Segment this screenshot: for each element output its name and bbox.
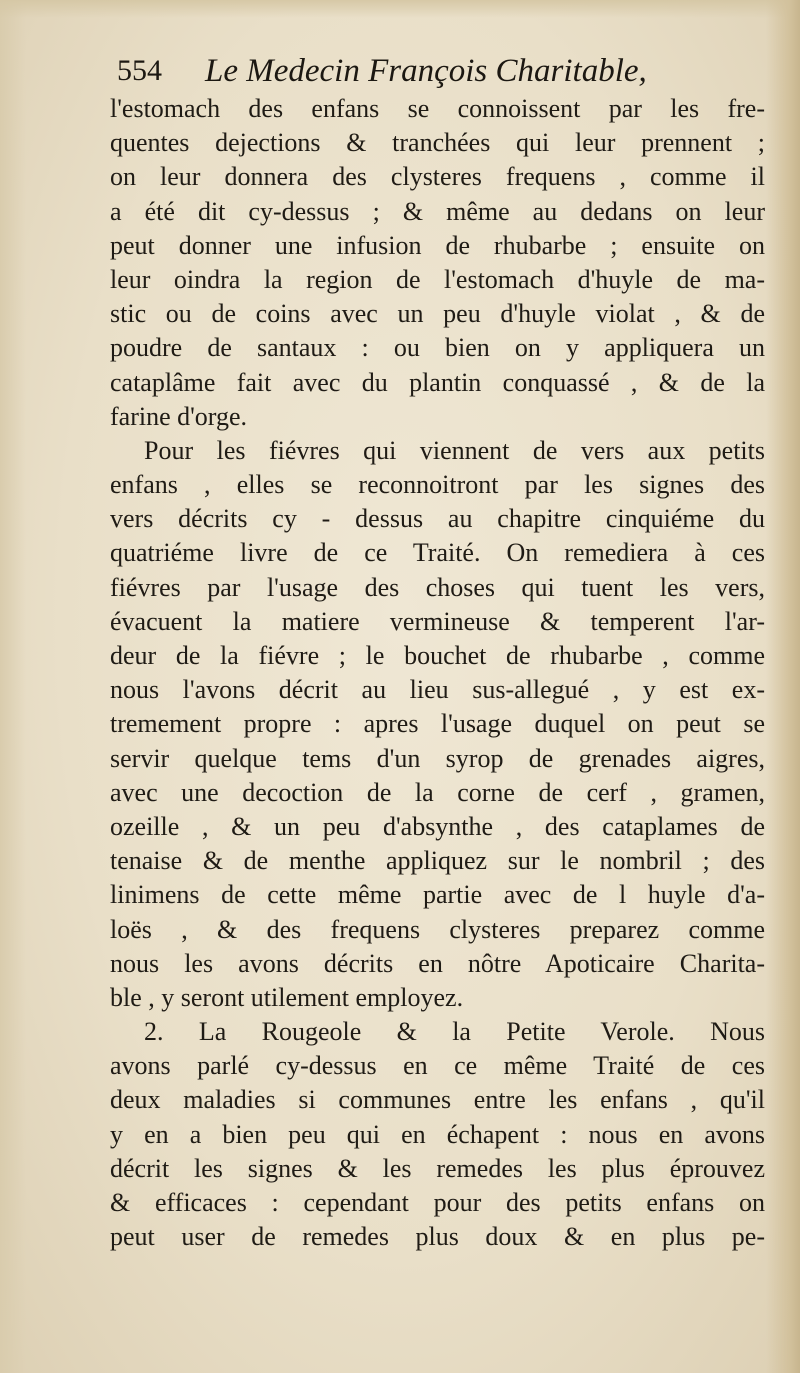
- text-line: tenaise & de menthe appliquez sur le nombril ; des: [110, 846, 765, 876]
- paragraph-start: Pour les fiévres qui viennent de vers aux petits: [144, 435, 765, 465]
- text-line: servir quelque tems d'un syrop de grenades aigres,: [110, 743, 765, 773]
- text-line: évacuent la matiere vermineuse & temperent l'ar-: [110, 606, 765, 636]
- page-right-edge: [766, 0, 800, 1373]
- running-title: Le Medecin François Charitable,: [205, 53, 647, 89]
- text-line: a été dit cy-dessus ; & même au dedans on leur: [110, 196, 765, 226]
- text-line: quentes dejections & tranchées qui leur prennent ;: [110, 128, 765, 158]
- page-body-text: [110, 92, 765, 1254]
- page-header: [117, 48, 717, 94]
- text-line: cataplâme fait avec du plantin conquassé , & de la: [110, 367, 765, 397]
- text-line: nous les avons décrits en nôtre Apoticaire Charita-: [110, 948, 765, 978]
- text-line: deux maladies si communes entre les enfans , qu'il: [110, 1085, 765, 1115]
- text-line: avons parlé cy-dessus en ce même Traité de ces: [110, 1051, 765, 1081]
- text-line: quatriéme livre de ce Traité. On remediera à ces: [110, 538, 765, 568]
- text-line: nous l'avons décrit au lieu sus-allegué , y est ex-: [110, 675, 765, 705]
- text-line: vers décrits cy - dessus au chapitre cinquiéme du: [110, 504, 765, 534]
- page-number: 554: [117, 54, 162, 87]
- text-line: peut user de remedes plus doux & en plus pe-: [110, 1222, 765, 1252]
- text-line: & efficaces : cependant pour des petits enfans on: [110, 1188, 765, 1217]
- text-line: fiévres par l'usage des choses qui tuent les vers,: [110, 572, 765, 602]
- text-line: ozeille , & un peu d'absynthe , des cataplames de: [110, 811, 765, 841]
- text-line: deur de la fiévre ; le bouchet de rhubarbe , comme: [110, 641, 765, 670]
- text-line: stic ou de coins avec un peu d'huyle violat , & de: [110, 299, 765, 329]
- section-heading-line: 2. La Rougeole & la Petite Verole. Nous: [144, 1017, 765, 1047]
- text-line: tremement propre : apres l'usage duquel on peut se: [110, 709, 765, 739]
- text-line: loës , & des frequens clysteres preparez comme: [110, 914, 765, 944]
- text-line: décrit les signes & les remedes les plus éprouvez: [110, 1153, 765, 1183]
- text-line: peut donner une infusion de rhubarbe ; ensuite on: [110, 230, 765, 260]
- text-line: enfans , elles se reconnoitront par les signes des: [110, 470, 765, 500]
- text-line: avec une decoction de la corne de cerf , gramen,: [110, 777, 765, 807]
- text-line: linimens de cette même partie avec de l huyle d'a-: [110, 880, 765, 910]
- page-left-shadow: [0, 0, 26, 1373]
- text-line: poudre de santaux : ou bien on y appliquera un: [110, 333, 765, 363]
- text-line: y en a bien peu qui en échapent : nous en avons: [110, 1119, 765, 1149]
- text-line: l'estomach des enfans se connoissent par les fre-: [110, 94, 765, 123]
- text-line: farine d'orge.: [110, 401, 248, 431]
- text-line: ble , y seront utilement employez.: [110, 982, 464, 1012]
- text-line: leur oindra la region de l'estomach d'huyle de ma-: [110, 264, 765, 294]
- page-top-shadow: [0, 0, 800, 18]
- text-line: on leur donnera des clysteres frequens , comme il: [110, 162, 765, 192]
